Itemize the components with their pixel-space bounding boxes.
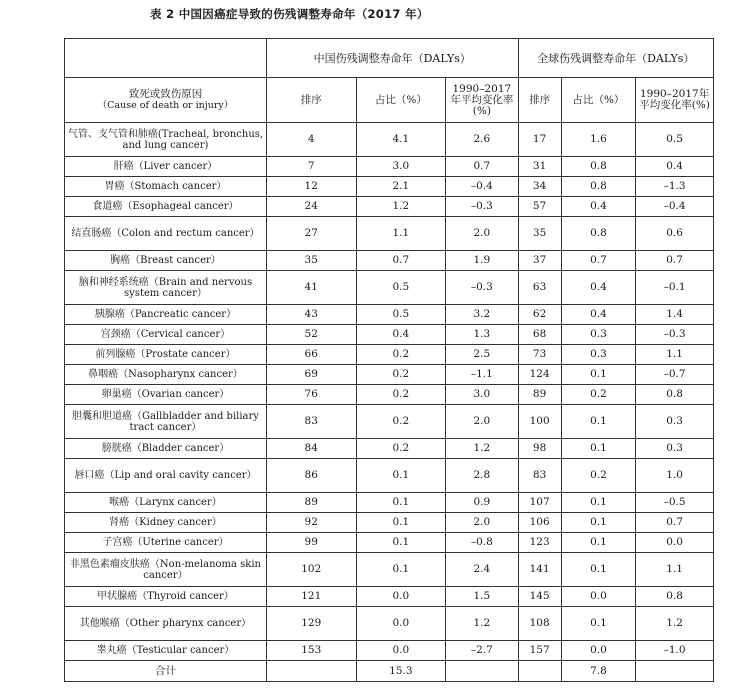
cn-change-cell: 2.0 bbox=[446, 513, 518, 533]
gl-change-cell: 0.7 bbox=[636, 513, 714, 533]
gl-change-cell: 0.5 bbox=[636, 123, 714, 157]
cn-rank-cell: 41 bbox=[266, 271, 356, 305]
cn-rank-cell: 12 bbox=[266, 177, 356, 197]
cause-cell: 卵巢癌（Ovarian cancer） bbox=[65, 385, 267, 405]
gl-change-cell: –0.7 bbox=[636, 365, 714, 385]
cn-change-cell: –0.4 bbox=[446, 177, 518, 197]
table-row bbox=[65, 177, 714, 197]
total-gl-rank bbox=[518, 661, 561, 682]
cn-rank-cell: 86 bbox=[266, 459, 356, 493]
gl-share-cell: 0.8 bbox=[561, 217, 636, 251]
cause-cell: 喉癌（Larynx cancer） bbox=[65, 493, 267, 513]
gl-share-cell: 0.7 bbox=[561, 251, 636, 271]
cn-change-cell: 3.2 bbox=[446, 305, 518, 325]
gl-rank-cell: 107 bbox=[518, 493, 561, 513]
cn-share-cell: 0.5 bbox=[356, 305, 446, 325]
cn-change-cell: 2.0 bbox=[446, 405, 518, 439]
total-cn-share: 15.3 bbox=[356, 661, 446, 682]
cause-cell: 胸癌（Breast cancer） bbox=[65, 251, 267, 271]
cn-share-cell: 2.1 bbox=[356, 177, 446, 197]
cause-cell: 胆囊和胆道癌（Gallbladder and biliary tract cancer） bbox=[65, 405, 267, 439]
cause-cell: 非黑色素瘤皮肤癌（Non-melanoma skin cancer） bbox=[65, 553, 267, 587]
gl-rank-cell: 157 bbox=[518, 641, 561, 661]
cn-rank-cell: 4 bbox=[266, 123, 356, 157]
gl-share-cell: 0.1 bbox=[561, 365, 636, 385]
cn-share-cell: 0.1 bbox=[356, 533, 446, 553]
header-china-group: 中国伤残调整寿命年（DALYs） bbox=[266, 39, 518, 78]
cn-share-cell: 0.1 bbox=[356, 493, 446, 513]
gl-change-cell: 0.7 bbox=[636, 251, 714, 271]
header-global-group: 全球伤残调整寿命年（DALYs） bbox=[518, 39, 713, 78]
cn-share-cell: 0.2 bbox=[356, 365, 446, 385]
header-gl-change: 1990–2017年平均变化率(%) bbox=[636, 78, 714, 123]
gl-share-cell: 0.3 bbox=[561, 325, 636, 345]
gl-change-cell: 0.8 bbox=[636, 587, 714, 607]
cause-cell: 肝癌（Liver cancer） bbox=[65, 157, 267, 177]
gl-share-cell: 0.2 bbox=[561, 459, 636, 493]
cn-share-cell: 0.2 bbox=[356, 439, 446, 459]
gl-share-cell: 0.1 bbox=[561, 513, 636, 533]
cn-change-cell: 2.0 bbox=[446, 217, 518, 251]
gl-rank-cell: 106 bbox=[518, 513, 561, 533]
cn-change-cell: –1.1 bbox=[446, 365, 518, 385]
cn-share-cell: 0.4 bbox=[356, 325, 446, 345]
header-corner bbox=[65, 39, 267, 78]
gl-rank-cell: 63 bbox=[518, 271, 561, 305]
gl-share-cell: 0.4 bbox=[561, 305, 636, 325]
cause-cell: 胰腺癌（Pancreatic cancer） bbox=[65, 305, 267, 325]
table-title: 表 2 中国因癌症导致的伤残调整寿命年（2017 年） bbox=[150, 7, 429, 21]
cn-rank-cell: 76 bbox=[266, 385, 356, 405]
gl-rank-cell: 62 bbox=[518, 305, 561, 325]
cn-share-cell: 0.2 bbox=[356, 345, 446, 365]
table-row bbox=[65, 345, 714, 365]
gl-change-cell: 0.3 bbox=[636, 439, 714, 459]
total-label: 合计 bbox=[65, 661, 267, 682]
table-row bbox=[65, 251, 714, 271]
dalys-table bbox=[64, 38, 714, 682]
cn-rank-cell: 129 bbox=[266, 607, 356, 641]
table-row bbox=[65, 587, 714, 607]
cause-cell: 脑和神经系统癌（Brain and nervous system cancer） bbox=[65, 271, 267, 305]
cn-change-cell: –2.7 bbox=[446, 641, 518, 661]
table-row bbox=[65, 197, 714, 217]
gl-change-cell: 0.6 bbox=[636, 217, 714, 251]
table-row bbox=[65, 157, 714, 177]
cause-cell: 其他喉癌（Other pharynx cancer） bbox=[65, 607, 267, 641]
gl-share-cell: 0.3 bbox=[561, 345, 636, 365]
gl-rank-cell: 35 bbox=[518, 217, 561, 251]
table-row bbox=[65, 325, 714, 345]
gl-rank-cell: 17 bbox=[518, 123, 561, 157]
gl-rank-cell: 145 bbox=[518, 587, 561, 607]
cn-rank-cell: 52 bbox=[266, 325, 356, 345]
cn-share-cell: 1.2 bbox=[356, 197, 446, 217]
gl-rank-cell: 83 bbox=[518, 459, 561, 493]
header-cn-change: 1990–2017年平均变化率(%) bbox=[446, 78, 518, 123]
gl-share-cell: 0.2 bbox=[561, 385, 636, 405]
cn-rank-cell: 153 bbox=[266, 641, 356, 661]
table-row bbox=[65, 493, 714, 513]
gl-rank-cell: 57 bbox=[518, 197, 561, 217]
cn-rank-cell: 121 bbox=[266, 587, 356, 607]
header-cause bbox=[65, 78, 267, 123]
gl-rank-cell: 141 bbox=[518, 553, 561, 587]
cn-change-cell: 3.0 bbox=[446, 385, 518, 405]
total-gl-share: 7.8 bbox=[561, 661, 636, 682]
gl-share-cell: 0.1 bbox=[561, 533, 636, 553]
gl-change-cell: 1.1 bbox=[636, 345, 714, 365]
gl-share-cell: 0.8 bbox=[561, 157, 636, 177]
cause-cell: 子宫癌（Uterine cancer） bbox=[65, 533, 267, 553]
cn-change-cell: –0.8 bbox=[446, 533, 518, 553]
total-cn-change bbox=[446, 661, 518, 682]
cn-change-cell: 1.5 bbox=[446, 587, 518, 607]
header-gl-share: 占比（%） bbox=[561, 78, 636, 123]
gl-rank-cell: 100 bbox=[518, 405, 561, 439]
cn-share-cell: 1.1 bbox=[356, 217, 446, 251]
cn-rank-cell: 102 bbox=[266, 553, 356, 587]
table-row bbox=[65, 385, 714, 405]
gl-share-cell: 0.1 bbox=[561, 493, 636, 513]
cn-rank-cell: 69 bbox=[266, 365, 356, 385]
table-row bbox=[65, 641, 714, 661]
table-body bbox=[65, 123, 714, 682]
gl-change-cell: 1.0 bbox=[636, 459, 714, 493]
cn-share-cell: 0.5 bbox=[356, 271, 446, 305]
table-row bbox=[65, 271, 714, 305]
cn-change-cell: 0.9 bbox=[446, 493, 518, 513]
gl-share-cell: 0.4 bbox=[561, 197, 636, 217]
gl-change-cell: –0.3 bbox=[636, 325, 714, 345]
total-gl-change bbox=[636, 661, 714, 682]
cn-change-cell: –0.3 bbox=[446, 197, 518, 217]
cause-cell: 结直肠癌（Colon and rectum cancer） bbox=[65, 217, 267, 251]
cn-change-cell: 2.5 bbox=[446, 345, 518, 365]
cn-rank-cell: 27 bbox=[266, 217, 356, 251]
cause-cell: 食道癌（Esophageal cancer） bbox=[65, 197, 267, 217]
cn-share-cell: 0.1 bbox=[356, 459, 446, 493]
cause-cell: 肾癌（Kidney cancer） bbox=[65, 513, 267, 533]
cn-change-cell: 2.8 bbox=[446, 459, 518, 493]
cause-cell: 睾丸癌（Testicular cancer） bbox=[65, 641, 267, 661]
cause-cell: 宫颈癌（Cervical cancer） bbox=[65, 325, 267, 345]
gl-rank-cell: 108 bbox=[518, 607, 561, 641]
cause-cell: 鼻咽癌（Nasopharynx cancer） bbox=[65, 365, 267, 385]
gl-rank-cell: 89 bbox=[518, 385, 561, 405]
cn-share-cell: 0.0 bbox=[356, 607, 446, 641]
gl-rank-cell: 124 bbox=[518, 365, 561, 385]
table-row bbox=[65, 305, 714, 325]
cn-share-cell: 0.1 bbox=[356, 553, 446, 587]
cn-rank-cell: 89 bbox=[266, 493, 356, 513]
cn-rank-cell: 24 bbox=[266, 197, 356, 217]
table-row bbox=[65, 513, 714, 533]
gl-change-cell: –0.1 bbox=[636, 271, 714, 305]
table-row bbox=[65, 533, 714, 553]
cn-change-cell: 1.9 bbox=[446, 251, 518, 271]
table-row bbox=[65, 607, 714, 641]
cn-share-cell: 0.2 bbox=[356, 385, 446, 405]
gl-change-cell: –1.3 bbox=[636, 177, 714, 197]
gl-change-cell: –0.4 bbox=[636, 197, 714, 217]
cause-cell: 膀胱癌（Bladder cancer） bbox=[65, 439, 267, 459]
cn-change-cell: 2.6 bbox=[446, 123, 518, 157]
gl-rank-cell: 34 bbox=[518, 177, 561, 197]
cn-rank-cell: 35 bbox=[266, 251, 356, 271]
cn-change-cell: 1.3 bbox=[446, 325, 518, 345]
cn-rank-cell: 83 bbox=[266, 405, 356, 439]
gl-change-cell: 1.4 bbox=[636, 305, 714, 325]
gl-share-cell: 0.0 bbox=[561, 641, 636, 661]
gl-share-cell: 0.1 bbox=[561, 439, 636, 459]
gl-change-cell: 1.2 bbox=[636, 607, 714, 641]
cn-rank-cell: 7 bbox=[266, 157, 356, 177]
table-row bbox=[65, 459, 714, 493]
table-row bbox=[65, 439, 714, 459]
gl-change-cell: 1.1 bbox=[636, 553, 714, 587]
gl-rank-cell: 37 bbox=[518, 251, 561, 271]
gl-rank-cell: 68 bbox=[518, 325, 561, 345]
cn-change-cell: 2.4 bbox=[446, 553, 518, 587]
cn-change-cell: –0.3 bbox=[446, 271, 518, 305]
cause-cell: 气管、支气管和肺癌(Tracheal, bronchus, and lung cancer) bbox=[65, 123, 267, 157]
gl-share-cell: 0.0 bbox=[561, 587, 636, 607]
gl-change-cell: 0.0 bbox=[636, 533, 714, 553]
cn-share-cell: 3.0 bbox=[356, 157, 446, 177]
cn-change-cell: 0.7 bbox=[446, 157, 518, 177]
table-row bbox=[65, 405, 714, 439]
cn-share-cell: 0.0 bbox=[356, 587, 446, 607]
gl-change-cell: 0.4 bbox=[636, 157, 714, 177]
gl-rank-cell: 98 bbox=[518, 439, 561, 459]
gl-change-cell: –0.5 bbox=[636, 493, 714, 513]
cn-rank-cell: 84 bbox=[266, 439, 356, 459]
cn-share-cell: 0.7 bbox=[356, 251, 446, 271]
cn-change-cell: 1.2 bbox=[446, 607, 518, 641]
total-cn-rank bbox=[266, 661, 356, 682]
gl-share-cell: 0.1 bbox=[561, 607, 636, 641]
gl-share-cell: 0.4 bbox=[561, 271, 636, 305]
cn-share-cell: 0.1 bbox=[356, 513, 446, 533]
gl-share-cell: 0.1 bbox=[561, 553, 636, 587]
header-cause-en: （Cause of death or injury） bbox=[97, 100, 234, 111]
cn-rank-cell: 43 bbox=[266, 305, 356, 325]
header-cn-rank: 排序 bbox=[266, 78, 356, 123]
header-gl-rank: 排序 bbox=[518, 78, 561, 123]
gl-rank-cell: 73 bbox=[518, 345, 561, 365]
cn-rank-cell: 66 bbox=[266, 345, 356, 365]
gl-rank-cell: 31 bbox=[518, 157, 561, 177]
gl-change-cell: –1.0 bbox=[636, 641, 714, 661]
gl-share-cell: 0.1 bbox=[561, 405, 636, 439]
cause-cell: 甲状腺癌（Thyroid cancer） bbox=[65, 587, 267, 607]
table-row bbox=[65, 553, 714, 587]
gl-change-cell: 0.3 bbox=[636, 405, 714, 439]
header-cause-cn: 致死或致伤原因 bbox=[128, 88, 203, 100]
cn-share-cell: 0.0 bbox=[356, 641, 446, 661]
cause-cell: 胃癌（Stomach cancer） bbox=[65, 177, 267, 197]
cn-rank-cell: 92 bbox=[266, 513, 356, 533]
cn-rank-cell: 99 bbox=[266, 533, 356, 553]
gl-change-cell: 0.8 bbox=[636, 385, 714, 405]
table-row bbox=[65, 217, 714, 251]
gl-share-cell: 1.6 bbox=[561, 123, 636, 157]
cause-cell: 前列腺癌（Prostate cancer） bbox=[65, 345, 267, 365]
table-row bbox=[65, 365, 714, 385]
gl-rank-cell: 123 bbox=[518, 533, 561, 553]
header-cn-share: 占比（%） bbox=[356, 78, 446, 123]
cause-cell: 唇口癌（Lip and oral cavity cancer） bbox=[65, 459, 267, 493]
total-row bbox=[65, 661, 714, 682]
table-row bbox=[65, 123, 714, 157]
cn-share-cell: 0.2 bbox=[356, 405, 446, 439]
cn-share-cell: 4.1 bbox=[356, 123, 446, 157]
gl-share-cell: 0.8 bbox=[561, 177, 636, 197]
cn-change-cell: 1.2 bbox=[446, 439, 518, 459]
